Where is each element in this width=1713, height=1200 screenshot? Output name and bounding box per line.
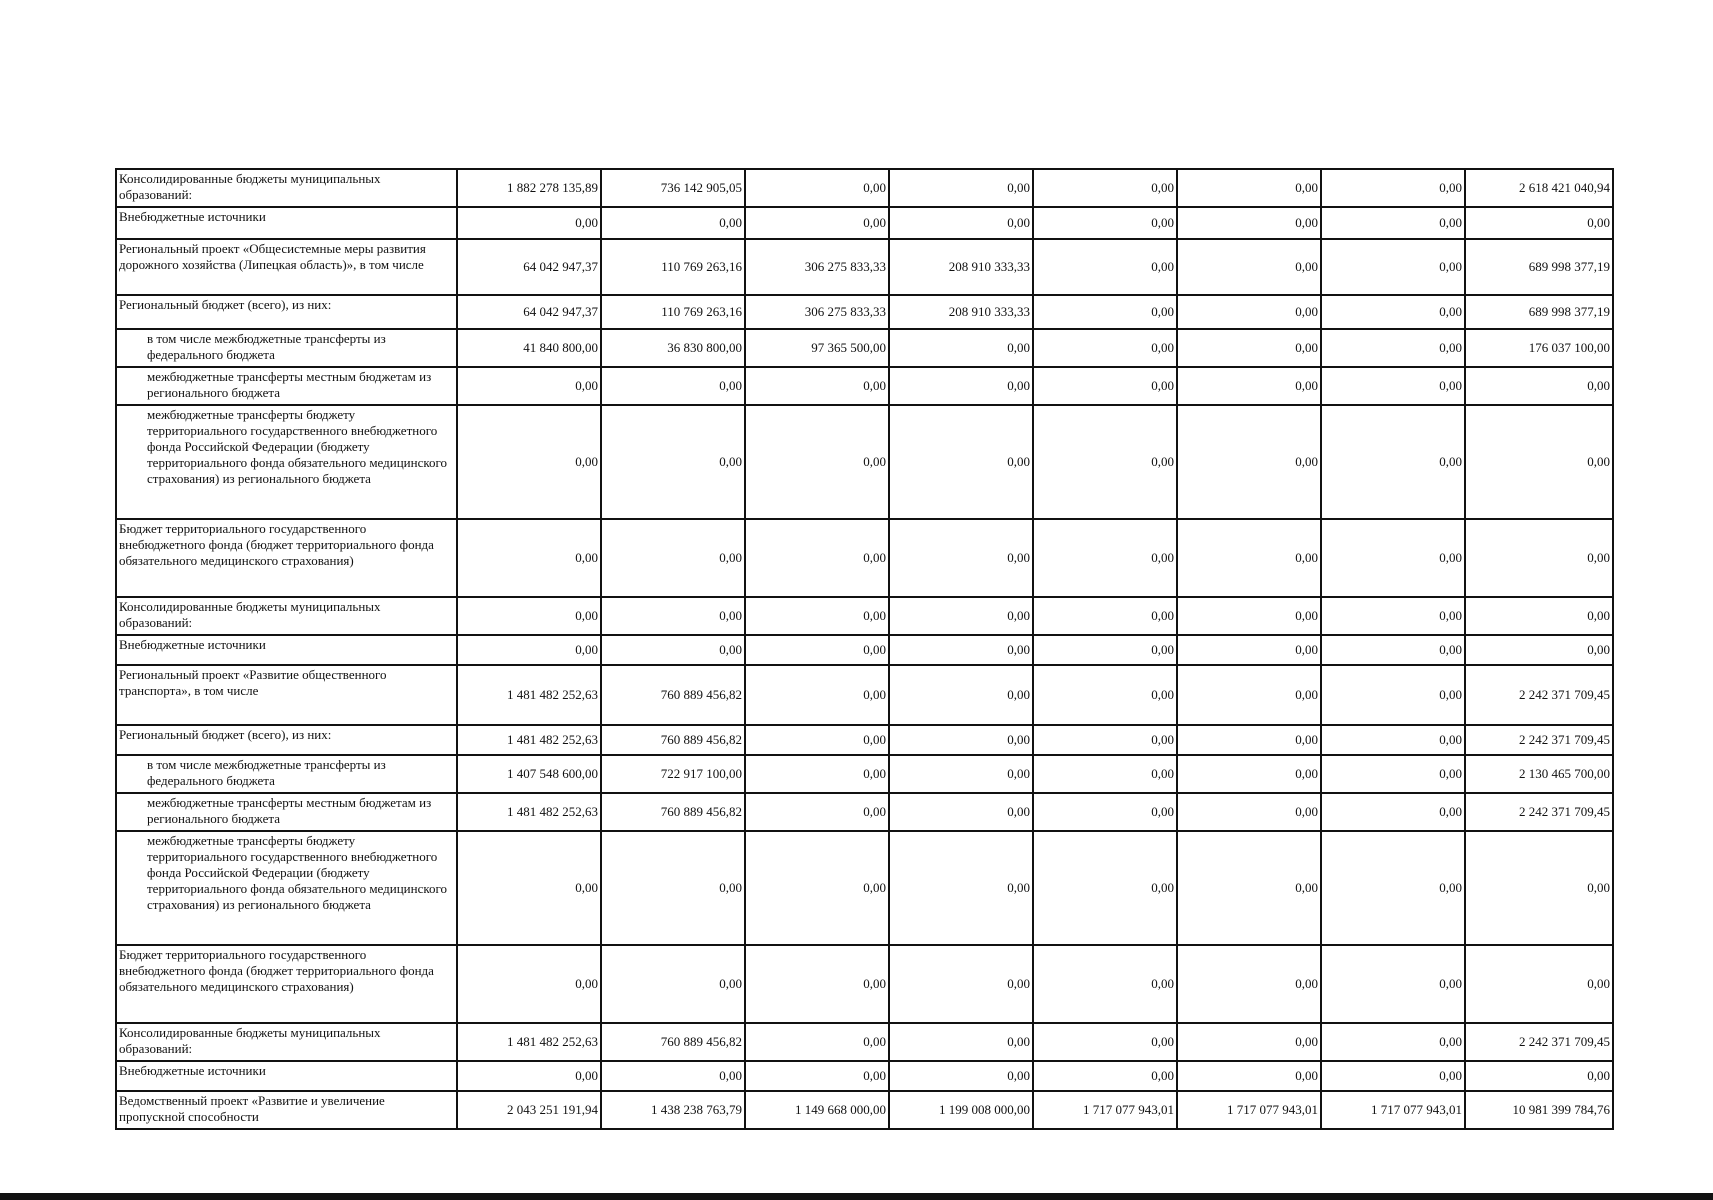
value-cell: 760 889 456,82: [601, 1023, 745, 1061]
value-cell: 1 481 482 252,63: [457, 1023, 601, 1061]
row-label: межбюджетные трансферты местным бюджетам из регионального бюджета: [116, 367, 457, 405]
scan-edge-line: [0, 1193, 1713, 1200]
value-cell: 0,00: [457, 367, 601, 405]
value-cell: 722 917 100,00: [601, 755, 745, 793]
total-cell: 689 998 377,19: [1465, 295, 1613, 329]
value-cell: 0,00: [457, 1061, 601, 1091]
value-cell: 0,00: [1177, 831, 1321, 945]
total-cell: 2 130 465 700,00: [1465, 755, 1613, 793]
value-cell: 0,00: [601, 207, 745, 239]
table-row: [116, 793, 1613, 831]
value-cell: 0,00: [1177, 793, 1321, 831]
table-row: [116, 1091, 1613, 1129]
table-row: [116, 755, 1613, 793]
row-label: Региональный проект «Развитие общественного транспорта», в том числе: [116, 665, 457, 725]
table-row: [116, 597, 1613, 635]
value-cell: 0,00: [1177, 1061, 1321, 1091]
value-cell: 208 910 333,33: [889, 295, 1033, 329]
value-cell: 0,00: [457, 405, 601, 519]
value-cell: 0,00: [1321, 1023, 1465, 1061]
value-cell: 0,00: [1321, 725, 1465, 755]
value-cell: 0,00: [745, 665, 889, 725]
value-cell: 2 043 251 191,94: [457, 1091, 601, 1129]
table-row: [116, 405, 1613, 519]
value-cell: 0,00: [1177, 405, 1321, 519]
total-cell: 2 242 371 709,45: [1465, 1023, 1613, 1061]
value-cell: 0,00: [745, 945, 889, 1023]
row-label: Консолидированные бюджеты муниципальных образований:: [116, 597, 457, 635]
value-cell: 0,00: [1321, 207, 1465, 239]
value-cell: 0,00: [1033, 635, 1177, 665]
value-cell: 0,00: [457, 597, 601, 635]
value-cell: 1 481 482 252,63: [457, 793, 601, 831]
value-cell: 0,00: [1177, 945, 1321, 1023]
value-cell: 0,00: [1321, 329, 1465, 367]
value-cell: 0,00: [889, 207, 1033, 239]
value-cell: 0,00: [1177, 519, 1321, 597]
row-label: в том числе межбюджетные трансферты из федерального бюджета: [116, 755, 457, 793]
value-cell: 1 882 278 135,89: [457, 169, 601, 207]
value-cell: 306 275 833,33: [745, 295, 889, 329]
value-cell: 760 889 456,82: [601, 793, 745, 831]
value-cell: 0,00: [1033, 725, 1177, 755]
value-cell: 0,00: [1033, 831, 1177, 945]
value-cell: 0,00: [1321, 665, 1465, 725]
total-cell: 0,00: [1465, 1061, 1613, 1091]
value-cell: 0,00: [1033, 945, 1177, 1023]
total-cell: 2 242 371 709,45: [1465, 665, 1613, 725]
value-cell: 0,00: [1321, 405, 1465, 519]
value-cell: 1 481 482 252,63: [457, 725, 601, 755]
value-cell: 0,00: [889, 725, 1033, 755]
value-cell: 0,00: [1321, 793, 1465, 831]
total-cell: 0,00: [1465, 405, 1613, 519]
budget-table-body: [116, 169, 1613, 1129]
value-cell: 0,00: [1321, 239, 1465, 295]
total-cell: 0,00: [1465, 367, 1613, 405]
value-cell: 0,00: [1177, 169, 1321, 207]
value-cell: 0,00: [1177, 367, 1321, 405]
value-cell: 0,00: [889, 755, 1033, 793]
value-cell: 0,00: [1321, 295, 1465, 329]
table-row: [116, 239, 1613, 295]
value-cell: 64 042 947,37: [457, 295, 601, 329]
total-cell: 2 618 421 040,94: [1465, 169, 1613, 207]
value-cell: 0,00: [1177, 1023, 1321, 1061]
value-cell: 0,00: [1033, 597, 1177, 635]
value-cell: 0,00: [889, 519, 1033, 597]
value-cell: 0,00: [1033, 367, 1177, 405]
row-label: межбюджетные трансферты местным бюджетам из регионального бюджета: [116, 793, 457, 831]
value-cell: 0,00: [457, 945, 601, 1023]
total-cell: 176 037 100,00: [1465, 329, 1613, 367]
value-cell: 1 199 008 000,00: [889, 1091, 1033, 1129]
table-row: [116, 1023, 1613, 1061]
value-cell: 0,00: [1321, 755, 1465, 793]
row-label: Консолидированные бюджеты муниципальных образований:: [116, 169, 457, 207]
table-row: [116, 367, 1613, 405]
value-cell: 0,00: [889, 945, 1033, 1023]
value-cell: 0,00: [1321, 367, 1465, 405]
value-cell: 0,00: [1177, 295, 1321, 329]
value-cell: 0,00: [1033, 1061, 1177, 1091]
value-cell: 1 481 482 252,63: [457, 665, 601, 725]
value-cell: 0,00: [1177, 597, 1321, 635]
value-cell: 1 717 077 943,01: [1033, 1091, 1177, 1129]
table-row: [116, 1061, 1613, 1091]
value-cell: 0,00: [601, 519, 745, 597]
value-cell: 0,00: [601, 597, 745, 635]
value-cell: 208 910 333,33: [889, 239, 1033, 295]
table-row: [116, 665, 1613, 725]
value-cell: 0,00: [745, 755, 889, 793]
value-cell: 0,00: [1177, 725, 1321, 755]
value-cell: 0,00: [1033, 295, 1177, 329]
total-cell: 0,00: [1465, 831, 1613, 945]
value-cell: 0,00: [1033, 755, 1177, 793]
value-cell: 0,00: [889, 635, 1033, 665]
value-cell: 0,00: [1033, 207, 1177, 239]
row-label: Внебюджетные источники: [116, 207, 457, 239]
row-label: в том числе межбюджетные трансферты из федерального бюджета: [116, 329, 457, 367]
value-cell: 0,00: [457, 831, 601, 945]
table-row: [116, 295, 1613, 329]
value-cell: 0,00: [1033, 405, 1177, 519]
value-cell: 1 717 077 943,01: [1321, 1091, 1465, 1129]
table-row: [116, 635, 1613, 665]
value-cell: 0,00: [745, 405, 889, 519]
value-cell: 64 042 947,37: [457, 239, 601, 295]
value-cell: 0,00: [745, 1061, 889, 1091]
value-cell: 306 275 833,33: [745, 239, 889, 295]
value-cell: 0,00: [889, 665, 1033, 725]
table-row: [116, 169, 1613, 207]
value-cell: 0,00: [601, 1061, 745, 1091]
total-cell: 0,00: [1465, 945, 1613, 1023]
table-row: [116, 725, 1613, 755]
value-cell: 0,00: [745, 207, 889, 239]
value-cell: 0,00: [1321, 831, 1465, 945]
value-cell: 0,00: [1321, 1061, 1465, 1091]
table-row: [116, 519, 1613, 597]
value-cell: 36 830 800,00: [601, 329, 745, 367]
table-row: [116, 831, 1613, 945]
value-cell: 0,00: [457, 635, 601, 665]
value-cell: 0,00: [1033, 169, 1177, 207]
value-cell: 0,00: [889, 405, 1033, 519]
value-cell: 0,00: [889, 831, 1033, 945]
value-cell: 0,00: [1033, 793, 1177, 831]
value-cell: 0,00: [1177, 755, 1321, 793]
value-cell: 1 438 238 763,79: [601, 1091, 745, 1129]
value-cell: 0,00: [1033, 329, 1177, 367]
value-cell: 736 142 905,05: [601, 169, 745, 207]
row-label: Бюджет территориального государственного внебюджетного фонда (бюджет территориального фонда обязательного медицинского страхования): [116, 519, 457, 597]
total-cell: 0,00: [1465, 597, 1613, 635]
value-cell: 0,00: [457, 519, 601, 597]
table-row: [116, 329, 1613, 367]
value-cell: 1 407 548 600,00: [457, 755, 601, 793]
value-cell: 0,00: [1321, 945, 1465, 1023]
row-label: межбюджетные трансферты бюджету территориального государственного внебюджетного фонда Российской Федерации (бюджету территориального фонда обязательного медицинского страхования) из регионального бюджета: [116, 405, 457, 519]
value-cell: 0,00: [1321, 169, 1465, 207]
total-cell: 0,00: [1465, 207, 1613, 239]
value-cell: 0,00: [601, 367, 745, 405]
row-label: Внебюджетные источники: [116, 1061, 457, 1091]
row-label: Региональный бюджет (всего), из них:: [116, 295, 457, 329]
total-cell: 10 981 399 784,76: [1465, 1091, 1613, 1129]
value-cell: 0,00: [1033, 1023, 1177, 1061]
row-label: Консолидированные бюджеты муниципальных образований:: [116, 1023, 457, 1061]
value-cell: 97 365 500,00: [745, 329, 889, 367]
row-label: Региональный бюджет (всего), из них:: [116, 725, 457, 755]
value-cell: 0,00: [601, 405, 745, 519]
value-cell: 0,00: [1033, 519, 1177, 597]
value-cell: 760 889 456,82: [601, 665, 745, 725]
row-label: Внебюджетные источники: [116, 635, 457, 665]
budget-table: [115, 168, 1614, 1130]
value-cell: 0,00: [1033, 239, 1177, 295]
value-cell: 0,00: [745, 597, 889, 635]
value-cell: 0,00: [889, 329, 1033, 367]
value-cell: 0,00: [745, 169, 889, 207]
value-cell: 0,00: [1177, 329, 1321, 367]
value-cell: 0,00: [1177, 207, 1321, 239]
value-cell: 0,00: [1033, 665, 1177, 725]
row-label: Бюджет территориального государственного внебюджетного фонда (бюджет территориального фонда обязательного медицинского страхования): [116, 945, 457, 1023]
value-cell: 0,00: [889, 1023, 1033, 1061]
value-cell: 0,00: [745, 831, 889, 945]
value-cell: 0,00: [601, 831, 745, 945]
value-cell: 41 840 800,00: [457, 329, 601, 367]
value-cell: 1 149 668 000,00: [745, 1091, 889, 1129]
value-cell: 760 889 456,82: [601, 725, 745, 755]
value-cell: 0,00: [1321, 597, 1465, 635]
total-cell: 2 242 371 709,45: [1465, 725, 1613, 755]
value-cell: 0,00: [889, 169, 1033, 207]
table-row: [116, 207, 1613, 239]
value-cell: 110 769 263,16: [601, 295, 745, 329]
value-cell: 0,00: [889, 367, 1033, 405]
value-cell: 0,00: [745, 1023, 889, 1061]
row-label: Региональный проект «Общесистемные меры развития дорожного хозяйства (Липецкая область)», в том числе: [116, 239, 457, 295]
value-cell: 0,00: [457, 207, 601, 239]
value-cell: 0,00: [889, 597, 1033, 635]
value-cell: 0,00: [601, 635, 745, 665]
value-cell: 1 717 077 943,01: [1177, 1091, 1321, 1129]
table-row: [116, 945, 1613, 1023]
value-cell: 110 769 263,16: [601, 239, 745, 295]
value-cell: 0,00: [745, 793, 889, 831]
value-cell: 0,00: [745, 519, 889, 597]
value-cell: 0,00: [1177, 239, 1321, 295]
value-cell: 0,00: [745, 367, 889, 405]
total-cell: 0,00: [1465, 519, 1613, 597]
row-label: межбюджетные трансферты бюджету территориального государственного внебюджетного фонда Российской Федерации (бюджету территориального фонда обязательного медицинского страхования) из регионального бюджета: [116, 831, 457, 945]
value-cell: 0,00: [601, 945, 745, 1023]
row-label: Ведомственный проект «Развитие и увеличение пропускной способности: [116, 1091, 457, 1129]
value-cell: 0,00: [1177, 665, 1321, 725]
total-cell: 2 242 371 709,45: [1465, 793, 1613, 831]
total-cell: 689 998 377,19: [1465, 239, 1613, 295]
value-cell: 0,00: [1321, 635, 1465, 665]
value-cell: 0,00: [889, 793, 1033, 831]
value-cell: 0,00: [745, 725, 889, 755]
value-cell: 0,00: [1321, 519, 1465, 597]
value-cell: 0,00: [745, 635, 889, 665]
value-cell: 0,00: [889, 1061, 1033, 1091]
total-cell: 0,00: [1465, 635, 1613, 665]
value-cell: 0,00: [1177, 635, 1321, 665]
